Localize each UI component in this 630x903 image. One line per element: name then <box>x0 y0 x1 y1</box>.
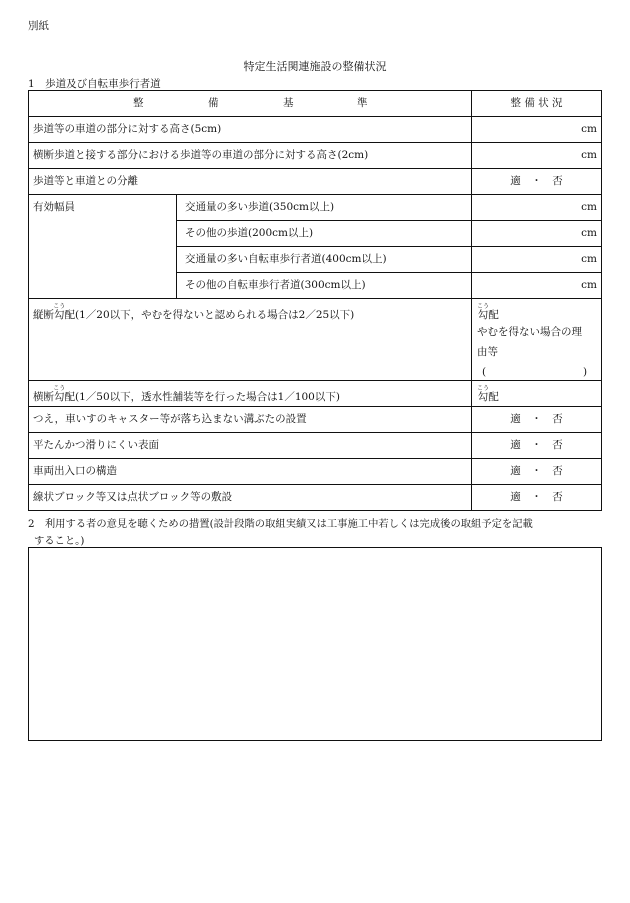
row-vehicle-entrance-label: 車両出入口の構造 <box>33 465 117 477</box>
row-vehicle-entrance-value: 適 ・ 否 <box>510 465 563 477</box>
width-item-value: cm <box>581 253 597 265</box>
longitudinal-reason-line2: 由等 <box>477 346 498 358</box>
section2-heading-line2: すること。) <box>34 535 85 547</box>
longitudinal-paren-close: ) <box>583 366 588 378</box>
row-surface-label: 平たんかつ滑りにくい表面 <box>33 439 159 451</box>
longitudinal-reason-line1: やむを得ない場合の理 <box>477 326 582 338</box>
header-standard-char-3: 基 <box>283 97 294 109</box>
header-standard-char-2: 備 <box>208 97 219 109</box>
row-grating-value: 適 ・ 否 <box>510 413 563 425</box>
width-item-label: 交通量の多い歩道(350cm以上) <box>185 201 335 213</box>
row-height-label: 歩道等の車道の部分に対する高さ(5cm) <box>33 123 222 135</box>
row-surface-value: 適 ・ 否 <box>510 439 563 451</box>
row-crossing-height-value: cm <box>581 149 597 161</box>
row-longitudinal-label: 縦断勾こう配(1／20以下，やむを得ないと認められる場合は2／25以下) <box>33 303 355 321</box>
row-separation-label: 歩道等と車道との分離 <box>33 175 138 187</box>
row-height-value: cm <box>581 123 597 135</box>
row-cross-value: 勾こう配 <box>477 385 499 403</box>
row-grating-label: つえ，車いすのキャスター等が落ち込まない溝ぶたの設置 <box>33 413 307 425</box>
width-item-value: cm <box>581 227 597 239</box>
section1-heading: 1 歩道及び自転車歩行者道 <box>28 78 161 90</box>
row-crossing-height-label: 横断歩道と接する部分における歩道等の車道の部分に対する高さ(2cm) <box>33 149 369 161</box>
row-separation-value: 適 ・ 否 <box>510 175 563 187</box>
width-item-label: その他の自転車歩行者道(300cm以上) <box>185 279 366 291</box>
document-title: 特定生活関連施設の整備状況 <box>243 60 387 73</box>
header-standard-char-1: 整 <box>133 97 144 109</box>
row-cross-label: 横断勾こう配(1／50以下，透水性舗装等を行った場合は1／100以下) <box>33 385 340 403</box>
width-item-value: cm <box>581 279 597 291</box>
longitudinal-paren-open: ( <box>482 366 487 378</box>
row-width-label: 有効幅員 <box>33 201 75 213</box>
width-item-label: その他の歩道(200cm以上) <box>185 227 314 239</box>
row-longitudinal-value: 勾こう配 <box>477 303 499 321</box>
header-standard-char-4: 準 <box>357 97 368 109</box>
row-tactile-blocks-value: 適 ・ 否 <box>510 491 563 503</box>
width-item-label: 交通量の多い自転車歩行者道(400cm以上) <box>185 253 387 265</box>
opinion-measures-box[interactable] <box>28 547 602 741</box>
width-item-value: cm <box>581 201 597 213</box>
attachment-label: 別紙 <box>28 20 49 32</box>
section2-heading-line1: 2 利用する者の意見を聴くための措置(設計段階の取組実績又は工事施工中若しくは完成後の取組予定を記載 <box>28 518 533 530</box>
row-tactile-blocks-label: 線状ブロック等又は点状ブロック等の敷設 <box>33 491 233 503</box>
header-status: 整 備 状 況 <box>510 97 563 109</box>
